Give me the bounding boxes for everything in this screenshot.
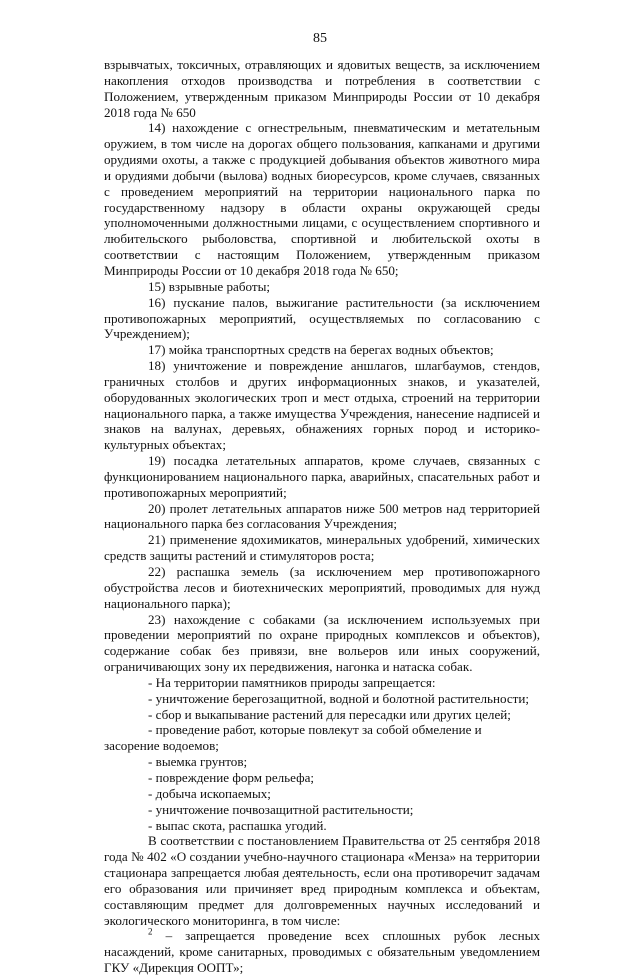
list-item-21: 21) применение ядохимикатов, минеральных удобрений, химических средств защиты растений и стимуляторов роста; (104, 532, 540, 564)
list-item-18: 18) уничтожение и повреждение аншлагов, шлагбаумов, стендов, граничных столбов и других информационных знаков, и указателей, оборудованных экологических троп и мест отдыха, строений на территории национального парка, а также имущества Учреждения, нанесение надписей и знаков на валунах, деревьях, обнажениях горных пород и историко-культурных объектах; (104, 358, 540, 453)
list-item-16: 16) пускание палов, выжигание растительности (за исключением противопожарных мероприятий, осуществляемых по согласованию с Учреждением); (104, 294, 540, 342)
dash-item: - уничтожение берегозащитной, водной и болотной растительности; (148, 690, 530, 706)
paragraph-last (104, 928, 540, 976)
list-item-20: 20) пролет летательных аппаратов ниже 500 метров над территорией национального парка без согласования Учреждения; (104, 500, 540, 532)
dash-item: - добыча ископаемых; (148, 785, 271, 801)
dash-item: - сбор и выкапывание растений для пересадки или других целей; (148, 706, 511, 722)
dash-item: - уничтожение почвозащитной растительности; (148, 801, 414, 817)
list-item-23: 23) нахождение с собаками (за исключением используемых при проведении мероприятий по охране природных комплексов и объектов), содержание собак без привязи, вне вольеров или иных сооружений, ограничивающих зону их передвижения, нагонка и натаска собак. (104, 611, 540, 675)
page-number: 85 (313, 31, 327, 46)
dash-item: - выемка грунтов; (148, 754, 248, 770)
list-item-22: 22) распашка земель (за исключением мер противопожарного обустройства лесов и биотехнических мероприятий, проводимых для нужд национального парка); (104, 564, 540, 611)
superscript-mark: 2 (148, 927, 153, 938)
document-body (104, 57, 540, 976)
paragraph: В соответствии с постановлением Правительства от 25 сентября 2018 года № 402 «О создании учебно-научного стационара «Менза» на территории стационара запрещается любая деятельность, если она противоречит задачам его образования или причиняет вред природным комплекса и объектам, составляющим предмет для долговременных научных исследований и экологического мониторинга, в том числе: (104, 833, 540, 928)
list-item-14: 14) нахождение с огнестрельным, пневматическим и метательным оружием, в том числе на дорогах общего пользования, капканами и другими орудиями охоты, а также с продукцией добывания объектов животного мира и орудиями добычи (вылова) водных биоресурсов, кроме случаев, связанных с проведением мероприятий на территории национального парка по государственному надзору в области охраны окружающей среды уполномоченными должностными лицами, с осуществлением спортивного и любительского рыболовства, спортивной и любительской охоты в соответствии с настоящим Положением, утвержденным приказом Минприроды России от 10 декабря 2018 года № 650; (104, 120, 540, 278)
list-item-15: 15) взрывные работы; (148, 278, 271, 294)
list-item-19: 19) посадка летательных аппаратов, кроме случаев, связанных с функционированием национального парка, аварийных, спасательных работ и противопожарных мероприятий; (104, 453, 540, 500)
paragraph: взрывчатых, токсичных, отравляющих и ядовитых веществ, за исключением накопления отходов производства и потребления в соответствии с Положением, утвержденным приказом Минприроды России от 10 декабря 2018 года № 650 (104, 57, 540, 120)
list-item-17: 17) мойка транспортных средств на берегах водных объектов; (148, 342, 494, 358)
dash-item: - повреждение форм рельефа; (148, 769, 315, 785)
paragraph-last-text: – запрещается проведение всех сплошных рубок лесных насаждений, кроме санитарных, проводимых с обязательным уведомлением ГКУ «Дирекция ООПТ»; (104, 928, 540, 976)
dash-item: - выпас скота, распашка угодий. (148, 817, 327, 833)
section-heading: - На территории памятников природы запрещается: (148, 674, 436, 690)
dash-item: - проведение работ, которые повлекут за собой обмеление и засорение водоемов; (104, 722, 482, 754)
